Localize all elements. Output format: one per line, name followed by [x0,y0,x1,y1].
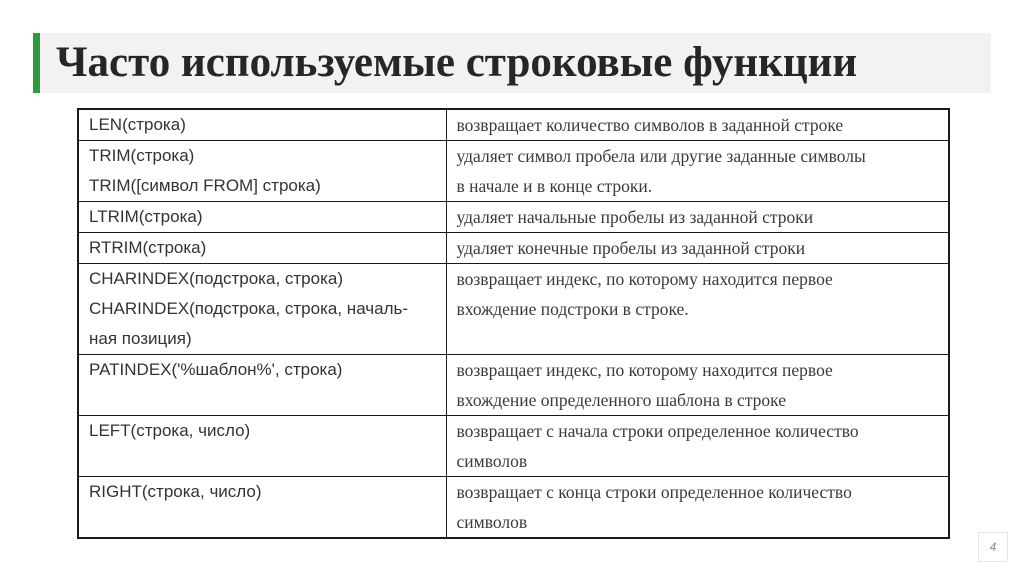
title-bar [33,33,991,93]
function-description: в начале и в конце строки. [456,176,653,196]
table-row [78,202,949,233]
function-cell [78,141,446,202]
function-signature: TRIM(строка) [89,146,195,165]
description-cell [446,109,949,141]
table-row [78,264,949,355]
table-row [78,477,949,539]
table-row [78,109,949,141]
description-cell [446,477,949,539]
function-description: возвращает индекс, по которому находится первое [456,269,833,289]
title-accent-bar [33,33,40,93]
function-cell [78,109,446,141]
function-signature: RTRIM(строка) [89,238,207,257]
function-signature: CHARINDEX(подстрока, строка, началь- [89,299,409,318]
description-cell [446,141,949,202]
description-cell [446,416,949,477]
function-description: вхождение определенного шаблона в строке [456,390,787,410]
table-row [78,233,949,264]
table-row [78,416,949,477]
function-cell [78,202,446,233]
function-signature: LTRIM(строка) [89,207,203,226]
function-description: символов [456,451,528,471]
function-signature: LEFT(строка, число) [89,421,251,440]
table-row [78,141,949,202]
function-description: возвращает с начала строки определенное количество [456,421,859,441]
string-functions-table [77,108,950,539]
description-cell [446,202,949,233]
function-description: вхождение подстроки в строке. [456,299,689,319]
function-signature: PATINDEX('%шаблон%', строка) [89,360,343,379]
description-cell [446,355,949,416]
slide-title: Часто используемые строковые функции [56,39,858,86]
function-cell [78,233,446,264]
function-signature: TRIM([символ FROM] строка) [89,176,321,195]
function-cell [78,264,446,355]
function-signature: RIGHT(строка, число) [89,482,262,501]
page-number: 4 [978,532,1008,562]
function-cell [78,355,446,416]
function-cell [78,416,446,477]
function-description: удаляет конечные пробелы из заданной строки [456,238,806,258]
function-description: возвращает индекс, по которому находится первое [456,360,833,380]
function-cell [78,477,446,539]
function-description: возвращает с конца строки определенное количество [456,482,852,502]
function-signature: LEN(строка) [89,115,186,134]
function-description: удаляет начальные пробелы из заданной строки [456,207,814,227]
function-description: возвращает количество символов в заданной строке [456,115,844,135]
function-description: символов [456,512,528,532]
description-cell [446,233,949,264]
description-cell [446,264,949,355]
table-row [78,355,949,416]
function-description: удаляет символ пробела или другие заданные символы [456,146,866,166]
function-signature: CHARINDEX(подстрока, строка) [89,269,344,288]
function-signature: ная позиция) [89,329,192,348]
